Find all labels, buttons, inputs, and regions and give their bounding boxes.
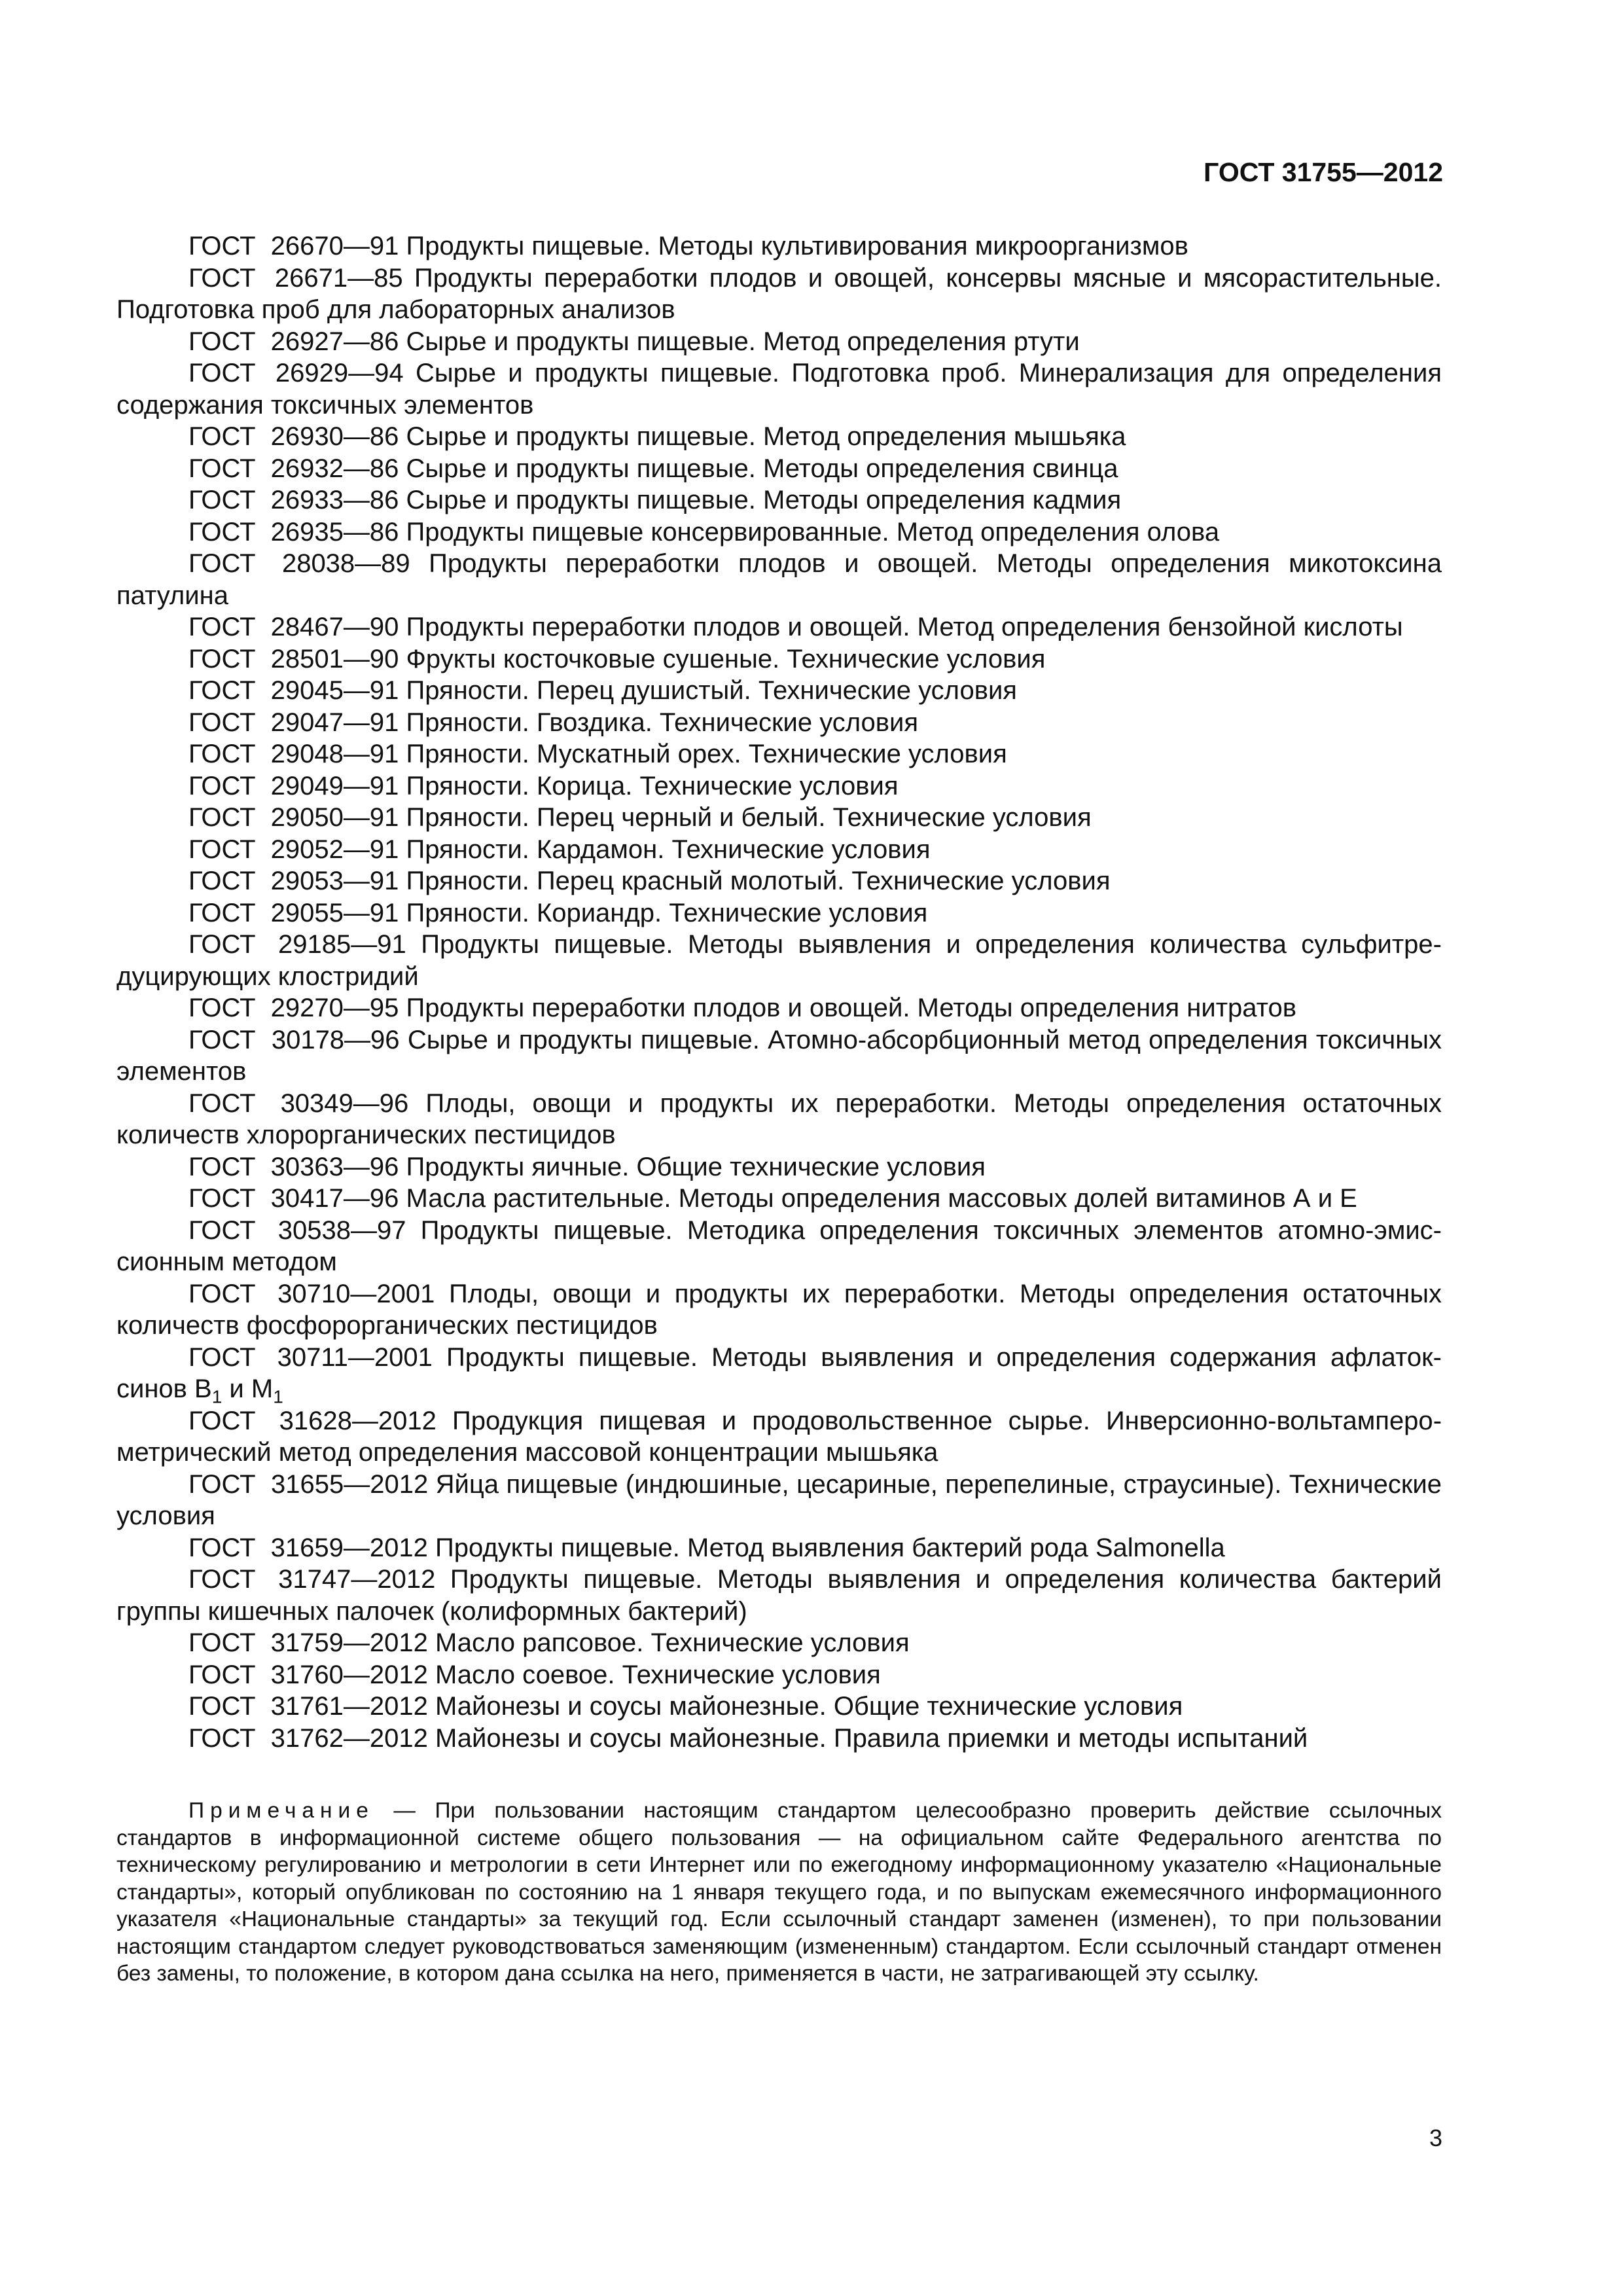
reference-code: ГОСТ 26935—86 xyxy=(188,517,399,547)
reference-code: ГОСТ 30710—2001 xyxy=(188,1279,435,1308)
reference-title: Фрукты косточковые сушеные. Технические условия xyxy=(406,644,1046,673)
reference-title: Продукты пищевые. Методы культивирования микроорганизмов xyxy=(406,232,1188,260)
reference-title: Пряности. Мускатный орех. Технические условия xyxy=(406,740,1007,768)
reference-item xyxy=(116,1659,1442,1691)
reference-item xyxy=(116,230,1442,262)
reference-title: Сырье и продукты пищевые. Метод определения мышьяка xyxy=(406,422,1126,451)
reference-code: ГОСТ 26932—86 xyxy=(188,454,399,483)
reference-code: ГОСТ 30363—96 xyxy=(188,1152,399,1181)
reference-code: ГОСТ 28467—90 xyxy=(188,613,399,641)
reference-title: Сырье и продукты пищевые. Методы определения кадмия xyxy=(406,486,1122,514)
page-number: 3 xyxy=(1429,2125,1442,2151)
reference-code: ГОСТ 31659—2012 xyxy=(188,1533,428,1562)
reference-title: Пряности. Перец черный и белый. Технические условия xyxy=(406,803,1092,832)
reference-title: Плоды, овощи и продукты их переработки. Методы определения остаточных количеств фосфорорганических пестицидов xyxy=(116,1279,1442,1340)
reference-code: ГОСТ 28501—90 xyxy=(188,644,399,673)
reference-code: ГОСТ 29045—91 xyxy=(188,676,399,705)
reference-code: ГОСТ 30349—96 xyxy=(188,1088,409,1118)
reference-item xyxy=(116,516,1442,548)
reference-title: Пряности. Кардамон. Технические условия xyxy=(406,834,931,864)
reference-title: Пряности. Корица. Технические условия xyxy=(406,771,899,800)
reference-title: Масла растительные. Методы определения массовых долей витаминов А и Е xyxy=(406,1184,1357,1213)
reference-title: Сырье и продукты пищевые. Методы определения свинца xyxy=(406,454,1118,483)
normative-references-list xyxy=(116,230,1442,1754)
reference-item xyxy=(116,1215,1442,1278)
reference-item xyxy=(116,421,1442,453)
reference-title: Сырье и продукты пищевые. Метод определения ртути xyxy=(406,327,1080,356)
reference-code: ГОСТ 29053—91 xyxy=(188,867,399,895)
reference-item xyxy=(116,1564,1442,1627)
reference-code: ГОСТ 30711—2001 xyxy=(188,1342,433,1372)
reference-code: ГОСТ 31760—2012 xyxy=(188,1660,428,1689)
reference-item xyxy=(116,357,1442,421)
subscript-index: 1 xyxy=(211,1386,223,1407)
reference-item xyxy=(116,992,1442,1024)
reference-title: Продукты переработки плодов и овощей. Методы определения нитратов xyxy=(406,994,1296,1022)
reference-code: ГОСТ 29055—91 xyxy=(188,898,399,927)
reference-title: Пряности. Гвоздика. Технические условия xyxy=(406,708,919,737)
reference-item xyxy=(116,1024,1442,1088)
reference-title: Масло соевое. Технические условия xyxy=(435,1660,881,1689)
reference-code: ГОСТ 31747—2012 xyxy=(188,1565,436,1594)
reference-item xyxy=(116,1342,1442,1405)
reference-item xyxy=(116,1405,1442,1469)
reference-item xyxy=(116,865,1442,897)
reference-item xyxy=(116,1532,1442,1564)
reference-title: Продукция пищевая и продовольственное сырье. Инверсионно-вольтамперометрический метод определения массовой концентрации мышьяка xyxy=(116,1406,1442,1467)
reference-item xyxy=(116,802,1442,834)
reference-code: ГОСТ 29270—95 xyxy=(188,994,399,1022)
reference-code: ГОСТ 31759—2012 xyxy=(188,1628,428,1657)
reference-title: Продукты пищевые. Методы выявления и определения количества бактерий группы кишечных палочек (колиформных бактерий) xyxy=(116,1565,1442,1626)
reference-item xyxy=(116,929,1442,992)
reference-title: Майонезы и соусы майонезные. Общие технические условия xyxy=(435,1692,1183,1721)
note-text: — При пользовании настоящим стандартом целесообразно проверить действие ссылочных стандартов в информационной системе общего пользования — на официальном сайте Федерального агентства по техническому регулированию и метрологии в сети Интернет или по ежегодному информационному указателю «Национальные стандарты», который опубликован по состоянию на 1 января текущего года, и по выпускам ежемесячного информационного указателя «Национальные стандарты» за текущий год. Если ссылочный стандарт заменен (изменен), то при пользовании настоящим стандартом следует руководствоваться заменяющим (измененным) стандартом. Если ссылочный стандарт отменен без замены, то положение, в котором дана ссылка на него, применяется в части, не затрагивающей эту ссылку. xyxy=(116,1799,1442,1986)
reference-item xyxy=(116,611,1442,643)
reference-item xyxy=(116,707,1442,739)
reference-item xyxy=(116,770,1442,802)
reference-item xyxy=(116,1151,1442,1183)
reference-title: Продукты пищевые консервированные. Метод определения олова xyxy=(406,517,1220,547)
reference-code: ГОСТ 29047—91 xyxy=(188,708,399,737)
reference-code: ГОСТ 26933—86 xyxy=(188,486,399,514)
reference-code: ГОСТ 31628—2012 xyxy=(188,1406,437,1435)
note-paragraph xyxy=(116,1797,1442,1988)
reference-item xyxy=(116,262,1442,326)
reference-title: Пряности. Перец красный молотый. Технические условия xyxy=(406,867,1111,895)
reference-code: ГОСТ 26929—94 xyxy=(188,359,404,387)
reference-code: ГОСТ 26670—91 xyxy=(188,232,399,260)
reference-code: ГОСТ 29048—91 xyxy=(188,740,399,768)
reference-code: ГОСТ 31761—2012 xyxy=(188,1692,428,1721)
reference-item xyxy=(116,1723,1442,1755)
reference-title: Продукты переработки плодов и овощей. Метод определения бензойной кислоты xyxy=(406,613,1403,641)
reference-item xyxy=(116,1469,1442,1532)
reference-title: Продукты переработки плодов и овощей. Методы определения микотоксина патулина xyxy=(116,549,1442,610)
reference-title: Продукты переработки плодов и овощей, консервы мясные и мясорастительные. Подготовка проб для лабораторных анализов xyxy=(116,263,1442,324)
reference-title: Пряности. Перец душистый. Технические условия xyxy=(406,676,1017,705)
reference-item xyxy=(116,675,1442,707)
reference-item xyxy=(116,834,1442,866)
reference-item xyxy=(116,326,1442,358)
reference-code: ГОСТ 30538—97 xyxy=(188,1215,406,1245)
reference-item xyxy=(116,1278,1442,1342)
reference-title: Масло рапсовое. Технические условия xyxy=(435,1628,910,1657)
reference-item xyxy=(116,897,1442,929)
reference-title: Сырье и продукты пищевые. Атомно-абсорбционный метод определения токсичных элементов xyxy=(116,1025,1442,1086)
subscript-index: 1 xyxy=(273,1386,283,1407)
reference-item xyxy=(116,548,1442,611)
reference-code: ГОСТ 26671—85 xyxy=(188,263,403,293)
reference-item xyxy=(116,1088,1442,1151)
reference-item xyxy=(116,1183,1442,1215)
reference-code: ГОСТ 29052—91 xyxy=(188,834,399,864)
reference-title: Продукты пищевые. Методы выявления и определения количества сульфитредуцирующих клостридий xyxy=(116,930,1442,991)
reference-code: ГОСТ 29050—91 xyxy=(188,803,399,832)
document-code-header: ГОСТ 31755—2012 xyxy=(1204,157,1443,187)
reference-item xyxy=(116,1691,1442,1723)
reference-code: ГОСТ 26930—86 xyxy=(188,422,399,451)
reference-item xyxy=(116,453,1442,485)
reference-title: Пряности. Кориандр. Технические условия xyxy=(406,898,928,927)
reference-item xyxy=(116,738,1442,770)
reference-code: ГОСТ 30417—96 xyxy=(188,1184,399,1213)
reference-title: Плоды, овощи и продукты их переработки. Методы определения остаточных количеств хлорорганических пестицидов xyxy=(116,1088,1442,1149)
note-label: Примечание xyxy=(188,1799,374,1823)
reference-code: ГОСТ 31762—2012 xyxy=(188,1723,428,1753)
reference-code: ГОСТ 30178—96 xyxy=(188,1025,400,1054)
reference-title: Продукты пищевые. Метод выявления бактерий рода Salmonella xyxy=(435,1533,1225,1562)
reference-title: Продукты пищевые. Методы выявления и определения содержания афлатоксинов B xyxy=(116,1342,1442,1403)
reference-code: ГОСТ 28038—89 xyxy=(188,549,410,578)
reference-code: ГОСТ 29185—91 xyxy=(188,930,406,959)
reference-item xyxy=(116,1627,1442,1659)
reference-item xyxy=(116,643,1442,675)
reference-title: Яйца пищевые (индюшиные, цесариные, перепелиные, страусиные). Технические условия xyxy=(116,1469,1442,1530)
reference-code: ГОСТ 29049—91 xyxy=(188,771,399,800)
reference-item xyxy=(116,484,1442,516)
reference-code: ГОСТ 26927—86 xyxy=(188,327,399,356)
reference-title-continued: и M xyxy=(222,1374,274,1403)
reference-title: Майонезы и соусы майонезные. Правила приемки и методы испытаний xyxy=(435,1723,1308,1753)
reference-title: Продукты яичные. Общие технические условия xyxy=(406,1152,986,1181)
reference-title: Продукты пищевые. Методика определения токсичных элементов атомно-эмиссионным методом xyxy=(116,1215,1442,1276)
reference-title: Сырье и продукты пищевые. Подготовка проб. Минерализация для определения содержания токсичных элементов xyxy=(116,359,1442,420)
reference-code: ГОСТ 31655—2012 xyxy=(188,1469,429,1499)
